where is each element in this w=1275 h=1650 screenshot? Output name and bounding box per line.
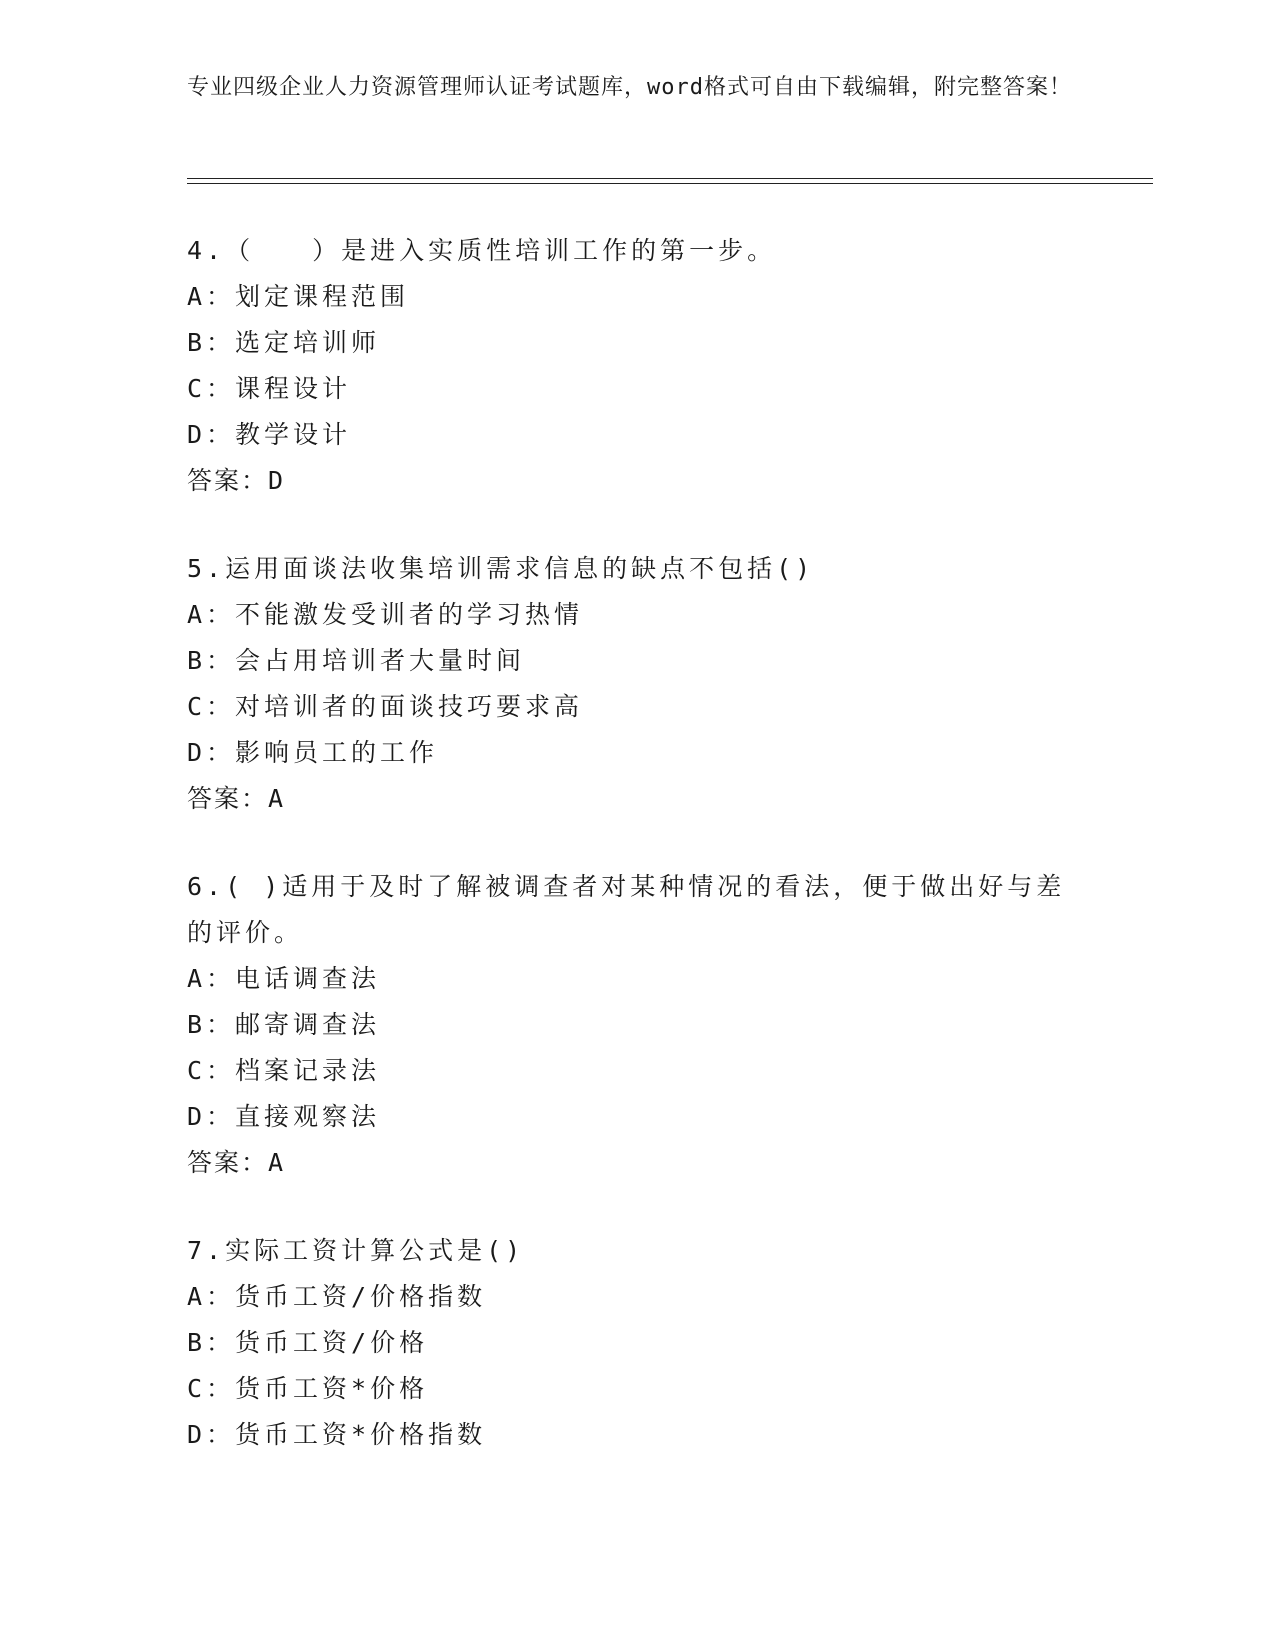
option-c: C：档案记录法 (187, 1056, 381, 1085)
answer (187, 458, 1087, 504)
option-a: A：货币工资/价格指数 (187, 1282, 487, 1311)
answer-value: A (268, 784, 286, 813)
document-header: 专业四级企业人力资源管理师认证考试题库，word格式可自由下载编辑，附完整答案！ (187, 75, 1072, 100)
option-a: A：不能激发受训者的学习热情 (187, 600, 584, 629)
question-6 (187, 864, 1087, 1186)
option-c: C：对培训者的面谈技巧要求高 (187, 692, 584, 721)
option-b: B：货币工资/价格 (187, 1328, 429, 1357)
option-a: A：电话调查法 (187, 964, 381, 993)
question-stem: 5.运用面谈法收集培训需求信息的缺点不包括() (187, 554, 815, 583)
option-c: C：课程设计 (187, 374, 352, 403)
answer-label: 答案： (187, 784, 269, 813)
answer (187, 776, 1087, 822)
answer-value: A (268, 1148, 286, 1177)
question-7 (187, 1228, 1087, 1458)
answer-label: 答案： (187, 466, 269, 495)
header-divider-top (187, 178, 1153, 179)
question-stem: 4.（ ）是进入实质性培训工作的第一步。 (187, 236, 777, 265)
answer (187, 1140, 1087, 1186)
option-d: D：直接观察法 (187, 1102, 381, 1131)
option-b: B：选定培训师 (187, 328, 381, 357)
header-divider-bottom (187, 183, 1153, 184)
question-stem: 7.实际工资计算公式是() (187, 1236, 525, 1265)
option-d: D：货币工资*价格指数 (187, 1420, 487, 1449)
option-b: B：邮寄调查法 (187, 1010, 381, 1039)
option-a: A：划定课程范围 (187, 282, 410, 311)
option-b: B：会占用培训者大量时间 (187, 646, 526, 675)
answer-value: D (268, 466, 286, 495)
option-d: D：影响员工的工作 (187, 738, 439, 767)
question-stem: 6.( )适用于及时了解被调查者对某种情况的看法，便于做出好与差的评价。 (187, 872, 1066, 947)
question-5 (187, 546, 1087, 822)
option-c: C：货币工资*价格 (187, 1374, 429, 1403)
answer-label: 答案： (187, 1148, 269, 1177)
option-d: D：教学设计 (187, 420, 352, 449)
question-4 (187, 228, 1087, 504)
